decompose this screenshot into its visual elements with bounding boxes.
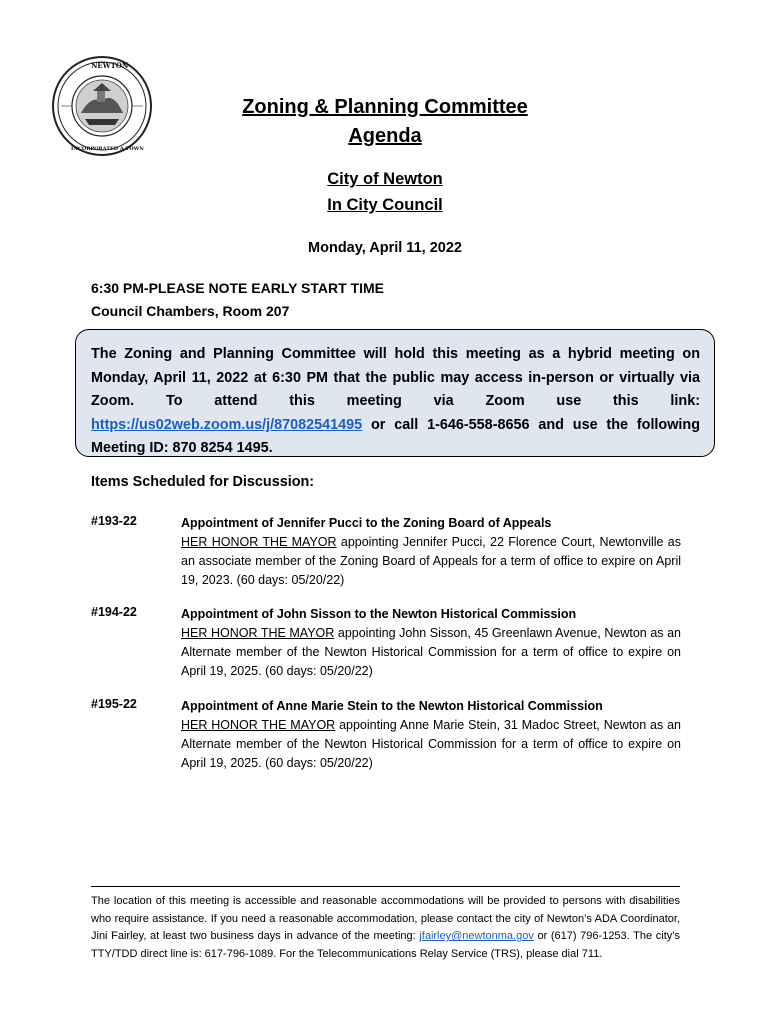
item-sponsor: HER HONOR THE MAYOR [181,535,337,549]
zoom-link[interactable]: https://us02web.zoom.us/j/87082541495 [91,416,363,433]
notice-text: The Zoning and Planning Committee will hold this meeting as a hybrid meeting on Monday, April 11, 2022 at 6:30 PM that the public may access in-person or virtually via Zoom. To attend this meeting via Zoom use this link: [91,346,700,410]
svg-text:NEWTON: NEWTON [91,61,129,70]
city-name: City of Newton [327,170,443,188]
meeting-location: Council Chambers, Room 207 [91,303,290,319]
svg-text:INCORPORATED A TOWN: INCORPORATED A TOWN [71,146,144,152]
item-sponsor: HER HONOR THE MAYOR [181,718,336,732]
item-heading: Appointment of Anne Marie Stein to the Newton Historical Commission [181,699,603,713]
meeting-time: 6:30 PM-PLEASE NOTE EARLY START TIME [91,280,385,296]
footer-text-continued: or (617) 796-1253. The city’s TTY/TDD direct line is: 617-796-1089. For the Telecommunications Relay Service (TRS), please dial 711. [91,930,680,960]
item-number: #194-22 [91,605,137,619]
footer-divider [91,886,680,887]
item-number: #195-22 [91,697,137,711]
council-name: In City Council [327,196,443,214]
notice-text-continued: or call 1-646-558-8656 and use the following Meeting ID: 870 8254 1495. [91,416,700,457]
item-heading: Appointment of John Sisson to the Newton Historical Commission [181,607,577,621]
ada-email-link[interactable]: jfairley@newtonma.gov [419,930,534,943]
meeting-date: Monday, April 11, 2022 [308,240,462,256]
item-description: appointing John Sisson, 45 Greenlawn Avenue, Newton as an Alternate member of the Newton Historical Commission for a term of office to expire on April 19, 2025. (60 days: 05/20/22) [181,626,681,678]
agenda-subtitle: Agenda [348,125,422,147]
item-description: appointing Anne Marie Stein, 31 Madoc Street, Newton as an Alternate member of the Newton Historical Commission for a term of office to expire on April 19, 2025. (60 days: 05/20/22) [181,718,681,770]
agenda-title: Zoning & Planning Committee [242,96,528,118]
hybrid-meeting-notice [75,329,715,457]
items-heading: Items Scheduled for Discussion: [91,474,315,490]
accessibility-notice [91,893,680,963]
item-number: #193-22 [91,514,137,528]
footer-text: The location of this meeting is accessible and reasonable accommodations will be provided to persons with disabilities who require assistance. If you need a reasonable accommodation, please contact the city of Newton’s ADA Coordinator, Jini Fairley, at least two business days in advance of the meeting: [91,895,680,943]
item-description: appointing Jennifer Pucci, 22 Florence Court, Newtonville as an associate member of the Zoning Board of Appeals for a term of office to expire on April 19, 2023. (60 days: 05/20/22) [181,535,681,587]
item-heading: Appointment of Jennifer Pucci to the Zoning Board of Appeals [181,516,552,530]
item-sponsor: HER HONOR THE MAYOR [181,626,335,640]
